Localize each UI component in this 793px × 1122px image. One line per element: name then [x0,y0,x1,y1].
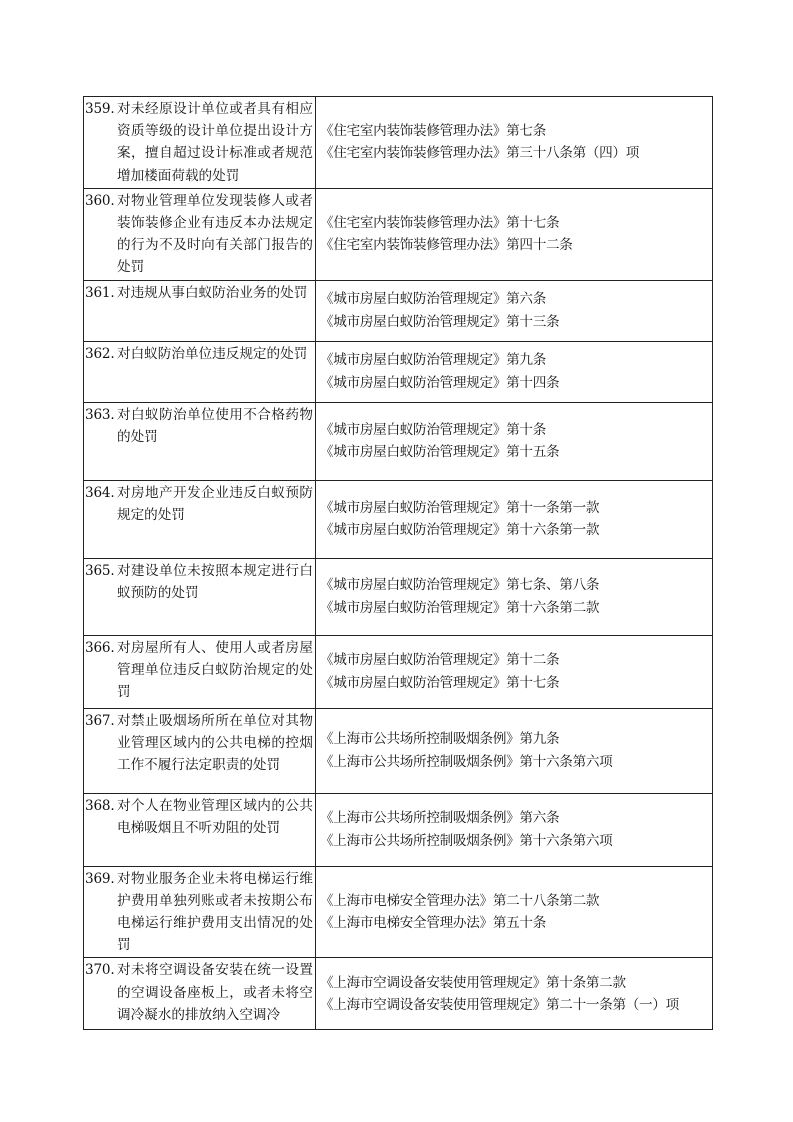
basis-line: 《城市房屋白蚁防治管理规定》第十六条第二款 [320,599,600,616]
table-row [84,558,713,635]
item-cell [84,708,316,793]
table-row [84,188,713,280]
item-description: 对白蚁防治单位违反规定的处罚 [117,345,308,362]
item-number: 367. [85,712,115,729]
item-number: 362. [85,345,115,362]
item-description: 对未经原设计单位或者具有相应资质等级的设计单位提出设计方案，擅自超过设计标准或者规范增加楼面荷载的处罚 [117,101,313,184]
basis-line: 《城市房屋白蚁防治管理规定》第十七条 [320,674,560,691]
table-row [84,480,713,558]
basis-cell [316,866,713,958]
item-cell [84,341,316,402]
item-number: 366. [85,639,115,656]
table-row [84,958,713,1030]
table-row [84,97,713,189]
item-description: 对房地产开发企业违反白蚁预防规定的处罚 [117,484,313,523]
item-cell [84,97,316,189]
basis-cell [316,558,713,635]
item-description: 对建设单位未按照本规定进行白蚁预防的处罚 [117,562,313,601]
basis-cell [316,341,713,402]
item-number: 368. [85,797,115,814]
basis-line: 《上海市公共场所控制吸烟条例》第十六条第六项 [320,753,613,770]
basis-line: 《城市房屋白蚁防治管理规定》第九条 [320,352,546,369]
item-number: 369. [85,870,115,887]
basis-line: 《上海市电梯安全管理办法》第五十条 [320,915,546,932]
item-description: 对白蚁防治单位使用不合格药物的处罚 [117,406,313,445]
item-description: 对个人在物业管理区域内的公共电梯吸烟且不听劝阻的处罚 [117,797,313,836]
penalty-items-table [83,96,713,1030]
basis-cell [316,188,713,280]
item-description: 对未将空调设备安装在统一设置的空调设备座板上，或者未将空调冷凝水的排放纳入空调冷 [117,962,313,1023]
table-row [84,708,713,793]
item-description: 对违规从事白蚁防治业务的处罚 [117,284,308,301]
basis-line: 《城市房屋白蚁防治管理规定》第十二条 [320,652,560,669]
item-cell [84,958,316,1030]
item-description: 对物业服务企业未将电梯运行维护费用单独列账或者未按期公布电梯运行维护费用支出情况的处罚 [117,870,313,954]
basis-cell [316,97,713,189]
item-number: 360. [85,192,115,209]
item-cell [84,188,316,280]
table-row [84,341,713,402]
table-row [84,280,713,341]
basis-cell [316,958,713,1030]
item-description: 对物业管理单位发现装修人或者装饰装修企业有违反本办法规定的行为不及时向有关部门报告的处罚 [117,192,313,276]
basis-line: 《城市房屋白蚁防治管理规定》第六条 [320,291,546,308]
item-cell [84,402,316,480]
item-description: 对禁止吸烟场所所在单位对其物业管理区域内的公共电梯的控烟工作不履行法定职责的处罚 [117,712,313,774]
item-number: 359. [85,101,115,117]
item-number: 364. [85,484,115,501]
basis-line: 《上海市公共场所控制吸烟条例》第六条 [320,810,560,827]
item-cell [84,558,316,635]
item-number: 363. [85,406,115,423]
basis-line: 《上海市公共场所控制吸烟条例》第十六条第六项 [320,832,613,849]
basis-cell [316,280,713,341]
basis-line: 《住宅室内装饰装修管理办法》第四十二条 [320,237,573,254]
basis-line: 《城市房屋白蚁防治管理规定》第十五条 [320,444,560,461]
item-description: 对房屋所有人、使用人或者房屋管理单位违反白蚁防治规定的处罚 [117,639,313,701]
basis-line: 《城市房屋白蚁防治管理规定》第七条、第八条 [320,577,600,594]
basis-line: 《住宅室内装饰装修管理办法》第七条 [320,123,546,140]
basis-cell [316,708,713,793]
basis-line: 《住宅室内装饰装修管理办法》第三十八条第（四）项 [320,145,640,162]
table-row [84,635,713,708]
basis-line: 《上海市空调设备安装使用管理规定》第二十一条第（一）项 [320,996,679,1013]
item-number: 370. [85,962,115,979]
basis-cell [316,793,713,866]
item-number: 361. [85,284,115,301]
basis-line: 《城市房屋白蚁防治管理规定》第十四条 [320,374,560,391]
item-cell [84,280,316,341]
basis-line: 《上海市空调设备安装使用管理规定》第十条第二款 [320,974,626,991]
table-row [84,402,713,480]
basis-line: 《上海市电梯安全管理办法》第二十八条第二款 [320,892,600,909]
basis-line: 《城市房屋白蚁防治管理规定》第十一条第一款 [320,499,600,516]
basis-line: 《住宅室内装饰装修管理办法》第十七条 [320,215,560,232]
table-row [84,866,713,958]
item-cell [84,635,316,708]
basis-line: 《城市房屋白蚁防治管理规定》第十三条 [320,313,560,330]
table-row [84,793,713,866]
item-number: 365. [85,562,115,579]
basis-cell [316,402,713,480]
basis-line: 《城市房屋白蚁防治管理规定》第十六条第一款 [320,522,600,539]
basis-line: 《城市房屋白蚁防治管理规定》第十条 [320,421,546,438]
item-cell [84,480,316,558]
item-cell [84,793,316,866]
basis-cell [316,635,713,708]
basis-line: 《上海市公共场所控制吸烟条例》第九条 [320,731,560,748]
item-cell [84,866,316,958]
basis-cell [316,480,713,558]
